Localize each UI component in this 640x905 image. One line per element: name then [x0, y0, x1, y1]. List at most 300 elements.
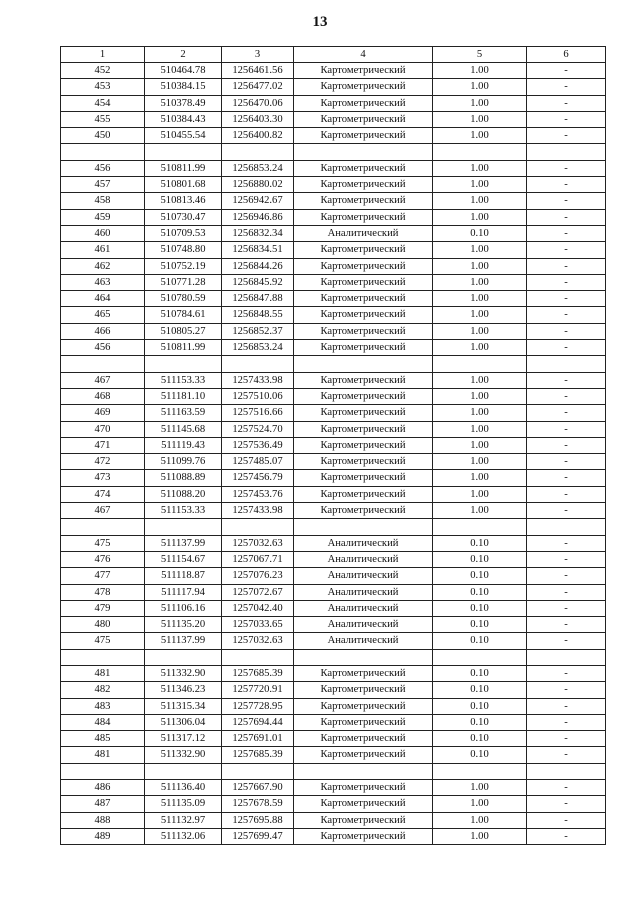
cell-y-coordinate: 1256942.67 [222, 193, 294, 209]
cell-note: - [527, 225, 606, 241]
cell-point-number: 487 [61, 796, 145, 812]
cell-note: - [527, 600, 606, 616]
cell-y-coordinate: 1256477.02 [222, 79, 294, 95]
cell-x-coordinate: 510805.27 [145, 323, 222, 339]
column-header-2: 2 [145, 47, 222, 63]
table-row [61, 714, 606, 730]
cell-point-number: 456 [61, 160, 145, 176]
table-row [61, 698, 606, 714]
cell-note: - [527, 372, 606, 388]
cell-accuracy: 0.10 [433, 584, 527, 600]
cell-point-number: 475 [61, 633, 145, 649]
cell-point-number: 488 [61, 812, 145, 828]
cell-y-coordinate: 1257728.95 [222, 698, 294, 714]
cell-method: Картометрический [294, 812, 433, 828]
cell-point-number: 453 [61, 79, 145, 95]
cell-note: - [527, 568, 606, 584]
table-row [61, 617, 606, 633]
table-row [61, 160, 606, 176]
cell-method: Картометрический [294, 63, 433, 79]
cell-point-number [61, 356, 145, 372]
cell-point-number: 469 [61, 405, 145, 421]
table-row [61, 682, 606, 698]
table-row [61, 405, 606, 421]
cell-note: - [527, 665, 606, 681]
cell-accuracy [433, 144, 527, 160]
cell-method: Аналитический [294, 568, 433, 584]
cell-accuracy: 1.00 [433, 177, 527, 193]
cell-note [527, 649, 606, 665]
cell-method: Аналитический [294, 551, 433, 567]
cell-accuracy: 1.00 [433, 307, 527, 323]
cell-x-coordinate: 510384.15 [145, 79, 222, 95]
cell-y-coordinate: 1257453.76 [222, 486, 294, 502]
table-row [61, 79, 606, 95]
cell-method: Картометрический [294, 437, 433, 453]
cell-method: Картометрический [294, 796, 433, 812]
cell-point-number: 482 [61, 682, 145, 698]
cell-method: Картометрический [294, 780, 433, 796]
cell-y-coordinate: 1256853.24 [222, 340, 294, 356]
table-row [61, 128, 606, 144]
cell-y-coordinate [222, 356, 294, 372]
cell-point-number: 464 [61, 291, 145, 307]
cell-point-number: 486 [61, 780, 145, 796]
table-row [61, 665, 606, 681]
cell-note: - [527, 698, 606, 714]
cell-accuracy: 1.00 [433, 63, 527, 79]
cell-point-number: 478 [61, 584, 145, 600]
cell-method: Картометрический [294, 731, 433, 747]
column-header-6: 6 [527, 47, 606, 63]
cell-accuracy: 1.00 [433, 405, 527, 421]
cell-method: Картометрический [294, 454, 433, 470]
cell-accuracy: 1.00 [433, 388, 527, 404]
cell-point-number [61, 144, 145, 160]
column-header-5: 5 [433, 47, 527, 63]
cell-point-number: 467 [61, 503, 145, 519]
cell-note: - [527, 633, 606, 649]
cell-method: Картометрический [294, 193, 433, 209]
cell-note: - [527, 307, 606, 323]
cell-x-coordinate: 511317.12 [145, 731, 222, 747]
cell-accuracy: 1.00 [433, 828, 527, 844]
cell-x-coordinate: 511119.43 [145, 437, 222, 453]
cell-method: Аналитический [294, 535, 433, 551]
table-row [61, 307, 606, 323]
cell-note: - [527, 79, 606, 95]
cell-accuracy: 0.10 [433, 714, 527, 730]
cell-accuracy: 1.00 [433, 323, 527, 339]
cell-accuracy [433, 649, 527, 665]
cell-x-coordinate: 510780.59 [145, 291, 222, 307]
cell-x-coordinate: 510730.47 [145, 209, 222, 225]
cell-accuracy: 0.10 [433, 600, 527, 616]
cell-accuracy: 0.10 [433, 633, 527, 649]
cell-note: - [527, 323, 606, 339]
cell-x-coordinate: 510811.99 [145, 340, 222, 356]
cell-method: Картометрический [294, 242, 433, 258]
cell-note: - [527, 535, 606, 551]
cell-accuracy: 1.00 [433, 372, 527, 388]
cell-method: Картометрический [294, 421, 433, 437]
cell-point-number: 461 [61, 242, 145, 258]
cell-note: - [527, 796, 606, 812]
cell-method: Картометрический [294, 177, 433, 193]
cell-y-coordinate: 1256470.06 [222, 95, 294, 111]
cell-y-coordinate: 1257510.06 [222, 388, 294, 404]
cell-accuracy: 1.00 [433, 486, 527, 502]
cell-note [527, 356, 606, 372]
cell-method: Картометрический [294, 307, 433, 323]
cell-y-coordinate: 1257678.59 [222, 796, 294, 812]
table-row [61, 340, 606, 356]
cell-y-coordinate: 1257076.23 [222, 568, 294, 584]
cell-method: Картометрический [294, 79, 433, 95]
cell-accuracy: 0.10 [433, 535, 527, 551]
cell-y-coordinate [222, 763, 294, 779]
cell-point-number: 489 [61, 828, 145, 844]
table-row [61, 63, 606, 79]
table-separator-row [61, 763, 606, 779]
cell-note: - [527, 486, 606, 502]
table-row [61, 600, 606, 616]
table-row [61, 780, 606, 796]
cell-accuracy: 1.00 [433, 274, 527, 290]
cell-x-coordinate: 511088.89 [145, 470, 222, 486]
cell-x-coordinate: 510748.80 [145, 242, 222, 258]
cell-point-number: 455 [61, 111, 145, 127]
page-number: 13 [312, 14, 328, 30]
cell-method [294, 144, 433, 160]
cell-note: - [527, 454, 606, 470]
cell-accuracy: 1.00 [433, 193, 527, 209]
cell-note: - [527, 340, 606, 356]
table-row [61, 454, 606, 470]
cell-note: - [527, 714, 606, 730]
cell-accuracy: 1.00 [433, 128, 527, 144]
cell-y-coordinate: 1256461.56 [222, 63, 294, 79]
cell-y-coordinate: 1257032.63 [222, 633, 294, 649]
cell-y-coordinate: 1257691.01 [222, 731, 294, 747]
cell-note: - [527, 503, 606, 519]
cell-method: Картометрический [294, 128, 433, 144]
table-row [61, 225, 606, 241]
cell-x-coordinate: 511136.40 [145, 780, 222, 796]
cell-x-coordinate: 511135.20 [145, 617, 222, 633]
cell-x-coordinate: 511088.20 [145, 486, 222, 502]
cell-method: Картометрический [294, 372, 433, 388]
cell-y-coordinate: 1257456.79 [222, 470, 294, 486]
cell-point-number: 459 [61, 209, 145, 225]
cell-y-coordinate: 1256834.51 [222, 242, 294, 258]
table-row [61, 388, 606, 404]
table-row [61, 486, 606, 502]
cell-method: Картометрический [294, 274, 433, 290]
cell-note: - [527, 128, 606, 144]
cell-point-number: 457 [61, 177, 145, 193]
cell-x-coordinate: 511154.67 [145, 551, 222, 567]
cell-note: - [527, 617, 606, 633]
cell-note: - [527, 63, 606, 79]
table-row [61, 796, 606, 812]
cell-y-coordinate: 1257042.40 [222, 600, 294, 616]
cell-accuracy: 1.00 [433, 780, 527, 796]
cell-y-coordinate: 1257072.67 [222, 584, 294, 600]
cell-x-coordinate: 510384.43 [145, 111, 222, 127]
cell-y-coordinate: 1257720.91 [222, 682, 294, 698]
cell-x-coordinate: 511117.94 [145, 584, 222, 600]
cell-y-coordinate: 1257685.39 [222, 747, 294, 763]
table-row [61, 437, 606, 453]
cell-note: - [527, 421, 606, 437]
cell-x-coordinate: 511315.34 [145, 698, 222, 714]
cell-y-coordinate: 1256832.34 [222, 225, 294, 241]
cell-x-coordinate: 511118.87 [145, 568, 222, 584]
cell-accuracy [433, 356, 527, 372]
table-row [61, 503, 606, 519]
cell-point-number [61, 649, 145, 665]
table-row [61, 258, 606, 274]
cell-note [527, 144, 606, 160]
cell-method: Картометрический [294, 95, 433, 111]
cell-y-coordinate: 1256848.55 [222, 307, 294, 323]
cell-note: - [527, 274, 606, 290]
cell-point-number: 470 [61, 421, 145, 437]
cell-point-number: 462 [61, 258, 145, 274]
cell-accuracy: 0.10 [433, 682, 527, 698]
cell-y-coordinate: 1257695.88 [222, 812, 294, 828]
cell-point-number: 467 [61, 372, 145, 388]
table-separator-row [61, 356, 606, 372]
cell-point-number: 483 [61, 698, 145, 714]
cell-note: - [527, 584, 606, 600]
cell-accuracy: 1.00 [433, 470, 527, 486]
cell-x-coordinate: 511163.59 [145, 405, 222, 421]
cell-note: - [527, 682, 606, 698]
cell-x-coordinate: 511145.68 [145, 421, 222, 437]
table-row [61, 535, 606, 551]
cell-point-number: 456 [61, 340, 145, 356]
cell-y-coordinate [222, 144, 294, 160]
cell-accuracy: 1.00 [433, 812, 527, 828]
cell-method: Картометрический [294, 682, 433, 698]
cell-x-coordinate: 511346.23 [145, 682, 222, 698]
cell-accuracy: 1.00 [433, 340, 527, 356]
cell-x-coordinate: 510784.61 [145, 307, 222, 323]
cell-y-coordinate: 1257694.44 [222, 714, 294, 730]
table-row [61, 633, 606, 649]
cell-method: Картометрический [294, 747, 433, 763]
cell-y-coordinate: 1257536.49 [222, 437, 294, 453]
cell-y-coordinate: 1257699.47 [222, 828, 294, 844]
table-row [61, 812, 606, 828]
table-row [61, 584, 606, 600]
cell-y-coordinate [222, 519, 294, 535]
cell-accuracy: 1.00 [433, 242, 527, 258]
cell-method: Аналитический [294, 225, 433, 241]
cell-method [294, 763, 433, 779]
cell-y-coordinate: 1257033.65 [222, 617, 294, 633]
cell-point-number: 473 [61, 470, 145, 486]
cell-note [527, 519, 606, 535]
cell-method: Картометрический [294, 698, 433, 714]
cell-accuracy: 1.00 [433, 796, 527, 812]
cell-accuracy: 0.10 [433, 731, 527, 747]
cell-point-number: 458 [61, 193, 145, 209]
table-row [61, 274, 606, 290]
cell-method: Аналитический [294, 584, 433, 600]
table-separator-row [61, 144, 606, 160]
cell-note: - [527, 160, 606, 176]
cell-point-number: 481 [61, 747, 145, 763]
cell-note: - [527, 177, 606, 193]
table-row [61, 470, 606, 486]
cell-x-coordinate: 511106.16 [145, 600, 222, 616]
cell-note: - [527, 258, 606, 274]
cell-x-coordinate: 511332.90 [145, 665, 222, 681]
cell-x-coordinate [145, 356, 222, 372]
cell-x-coordinate: 511153.33 [145, 503, 222, 519]
cell-x-coordinate [145, 649, 222, 665]
cell-y-coordinate: 1257524.70 [222, 421, 294, 437]
cell-y-coordinate: 1257685.39 [222, 665, 294, 681]
cell-accuracy: 1.00 [433, 258, 527, 274]
table-row [61, 323, 606, 339]
cell-note: - [527, 242, 606, 258]
cell-note: - [527, 747, 606, 763]
cell-accuracy: 0.10 [433, 698, 527, 714]
table-row [61, 747, 606, 763]
cell-point-number: 485 [61, 731, 145, 747]
table-row [61, 372, 606, 388]
cell-x-coordinate: 510771.28 [145, 274, 222, 290]
cell-point-number: 477 [61, 568, 145, 584]
cell-point-number: 468 [61, 388, 145, 404]
cell-x-coordinate: 510709.53 [145, 225, 222, 241]
table-row [61, 95, 606, 111]
cell-method [294, 356, 433, 372]
cell-method: Картометрический [294, 714, 433, 730]
cell-x-coordinate: 511135.09 [145, 796, 222, 812]
cell-method [294, 519, 433, 535]
cell-y-coordinate: 1256853.24 [222, 160, 294, 176]
cell-y-coordinate: 1257433.98 [222, 372, 294, 388]
table-row [61, 193, 606, 209]
cell-point-number: 484 [61, 714, 145, 730]
cell-accuracy: 1.00 [433, 209, 527, 225]
table-row [61, 828, 606, 844]
cell-note: - [527, 111, 606, 127]
cell-note: - [527, 731, 606, 747]
cell-accuracy [433, 519, 527, 535]
cell-method: Картометрический [294, 258, 433, 274]
cell-note: - [527, 780, 606, 796]
cell-note: - [527, 193, 606, 209]
cell-method: Аналитический [294, 600, 433, 616]
table-header-row [61, 47, 606, 63]
cell-method: Картометрический [294, 665, 433, 681]
cell-x-coordinate: 511137.99 [145, 633, 222, 649]
cell-method [294, 649, 433, 665]
table-body [61, 63, 606, 845]
table-row [61, 111, 606, 127]
cell-x-coordinate: 510811.99 [145, 160, 222, 176]
cell-y-coordinate: 1257667.90 [222, 780, 294, 796]
cell-y-coordinate: 1257433.98 [222, 503, 294, 519]
cell-y-coordinate: 1256845.92 [222, 274, 294, 290]
column-header-1: 1 [61, 47, 145, 63]
cell-method: Картометрический [294, 470, 433, 486]
cell-note: - [527, 95, 606, 111]
cell-point-number: 471 [61, 437, 145, 453]
table-separator-row [61, 519, 606, 535]
cell-accuracy: 1.00 [433, 454, 527, 470]
cell-accuracy: 1.00 [433, 95, 527, 111]
cell-x-coordinate: 511099.76 [145, 454, 222, 470]
cell-point-number [61, 519, 145, 535]
cell-x-coordinate: 511306.04 [145, 714, 222, 730]
cell-point-number: 479 [61, 600, 145, 616]
cell-x-coordinate: 510378.49 [145, 95, 222, 111]
cell-y-coordinate: 1256403.30 [222, 111, 294, 127]
cell-y-coordinate: 1257485.07 [222, 454, 294, 470]
cell-point-number: 474 [61, 486, 145, 502]
cell-method: Картометрический [294, 828, 433, 844]
cell-point-number [61, 763, 145, 779]
cell-method: Картометрический [294, 291, 433, 307]
cell-note: - [527, 812, 606, 828]
cell-method: Картометрический [294, 340, 433, 356]
table-row [61, 421, 606, 437]
table-row [61, 209, 606, 225]
cell-method: Картометрический [294, 388, 433, 404]
cell-y-coordinate: 1257032.63 [222, 535, 294, 551]
cell-y-coordinate: 1256880.02 [222, 177, 294, 193]
table-row [61, 291, 606, 307]
cell-method: Картометрический [294, 323, 433, 339]
cell-point-number: 454 [61, 95, 145, 111]
cell-note [527, 763, 606, 779]
cell-accuracy: 0.10 [433, 225, 527, 241]
cell-note: - [527, 470, 606, 486]
coordinates-table [60, 46, 606, 845]
cell-note: - [527, 551, 606, 567]
cell-method: Картометрический [294, 486, 433, 502]
cell-accuracy: 0.10 [433, 568, 527, 584]
cell-point-number: 472 [61, 454, 145, 470]
column-header-4: 4 [294, 47, 433, 63]
cell-point-number: 465 [61, 307, 145, 323]
cell-accuracy: 1.00 [433, 79, 527, 95]
cell-method: Аналитический [294, 633, 433, 649]
cell-y-coordinate: 1257516.66 [222, 405, 294, 421]
cell-y-coordinate: 1256852.37 [222, 323, 294, 339]
cell-point-number: 476 [61, 551, 145, 567]
cell-x-coordinate: 510813.46 [145, 193, 222, 209]
cell-method: Картометрический [294, 209, 433, 225]
cell-x-coordinate [145, 519, 222, 535]
cell-x-coordinate: 511332.90 [145, 747, 222, 763]
cell-accuracy: 0.10 [433, 551, 527, 567]
cell-point-number: 475 [61, 535, 145, 551]
cell-x-coordinate [145, 763, 222, 779]
cell-point-number: 452 [61, 63, 145, 79]
cell-note: - [527, 828, 606, 844]
table-row [61, 242, 606, 258]
cell-y-coordinate: 1256844.26 [222, 258, 294, 274]
cell-accuracy: 1.00 [433, 291, 527, 307]
